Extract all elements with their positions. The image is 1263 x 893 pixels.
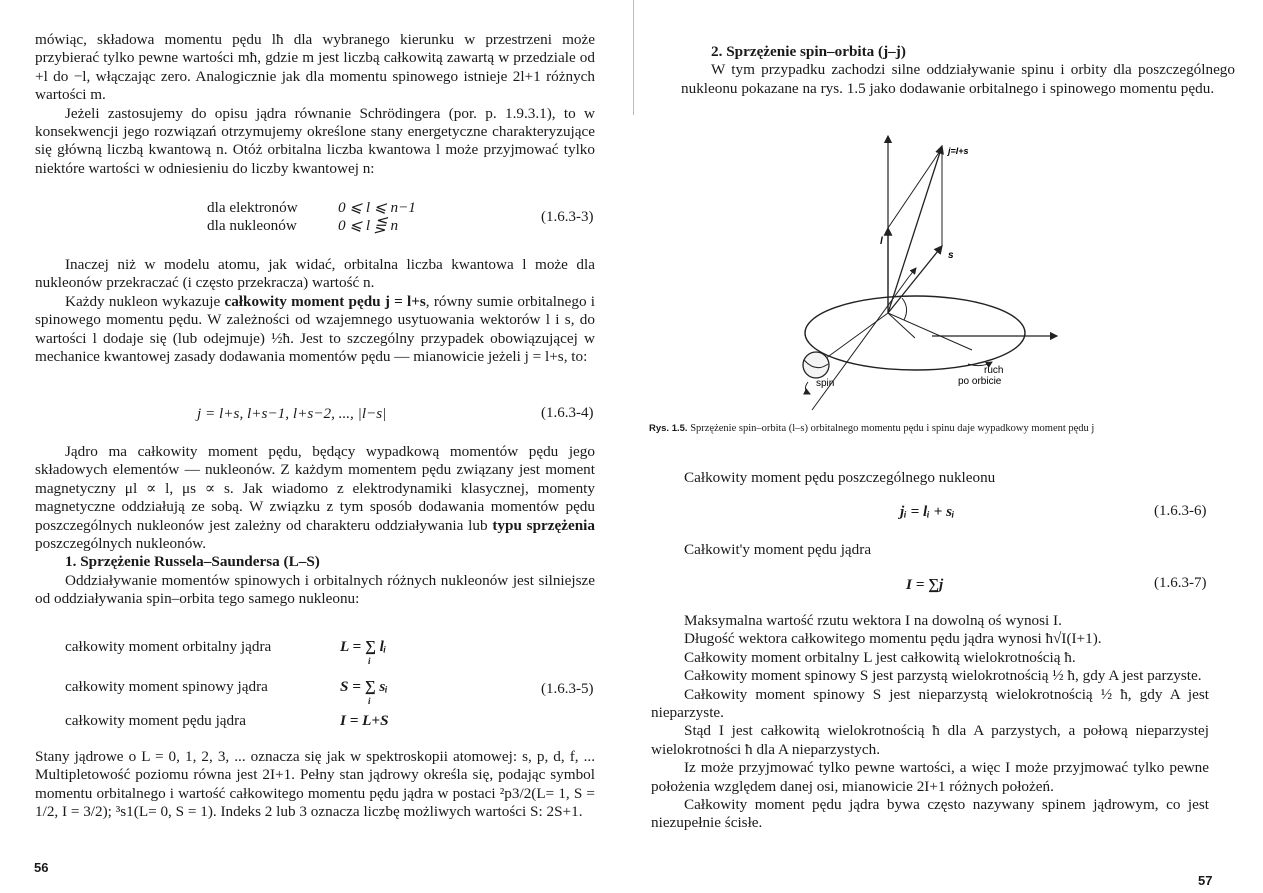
eq3-relation-electrons: 0 ⩽ l ⩽ n−1 xyxy=(338,199,416,216)
tilted-axis-line xyxy=(812,278,908,410)
para-5-bold: typu sprzężenia xyxy=(492,516,595,534)
spin-nucleon xyxy=(803,352,829,378)
eq5-sum-index-L: i xyxy=(368,656,371,666)
eq7-formula: I = ∑j xyxy=(906,576,944,593)
eq5-sum-index-S: i xyxy=(368,696,371,706)
vector-s xyxy=(888,246,942,313)
para-1: mówiąc, składowa momentu pędu lħ dla wybranego kierunku w przestrzeni może przybierać tylko pewne wartości mħ, gdzie m jest liczbą całkowitą zawartą w przedziale od +l do −l, włączając zero. Analogicznie jak dla momentu spinowego istnieje 2l+1 różnych wartości m. xyxy=(35,31,595,104)
figure-spin-orbit xyxy=(792,128,1062,418)
eq5-sum-L xyxy=(340,638,387,666)
caption-label: Rys. 1.5. xyxy=(649,423,688,434)
eq5-formula-S-text: S = ∑ sᵢ xyxy=(340,678,388,695)
para-6: Stany jądrowe o L = 0, 1, 2, 3, ... oznacza się jak w spektroskopii atomowej: s, p, d, f, ... Multipletowość poziomu równa jest 2I+1. Pełny stan jądrowy określa się, podając symbol momentu orbitalnego i wartość całkowitego momentu pędu jądra w postaci ²p3/2(L= 1, S = 1/2, I = 3/2); ³s1(L= 0, S = 1). Indeks 2 lub 3 oznacza liczbę możliwych wartości S: 2S+1. xyxy=(35,748,595,821)
figure-caption xyxy=(649,422,1094,435)
eq5-formula-S xyxy=(340,678,388,706)
item-1-title: 1. Sprzężenie Russela–Saundersa (L–S) xyxy=(65,553,320,571)
eq5-number: (1.6.3-5) xyxy=(541,681,594,697)
eq5-formula-L xyxy=(340,638,387,666)
line-nucleon-momentum: Całkowity moment pędu poszczególnego nukleonu xyxy=(684,469,996,486)
item-2-title: 2. Sprzężenie spin–orbita (j–j) xyxy=(711,43,906,60)
para-5 xyxy=(35,443,595,553)
right-page xyxy=(632,0,1263,893)
para-4-end: , równy sumie orbitalnego i spinowego momentu pędu. W zależności od wzajemnego usytuowania wektorów l i s, do wartości l dodaje się (lub odejmuje) ½ħ. Jest to szczególny przypadek obowiązującej w mechanice kwantowej zasady dodawania momentów pędu — mianowicie jeżeli j = l+s, to: xyxy=(35,292,595,366)
rule-5: Całkowity moment spinowy S jest nieparzystą wielokrotnością ½ ħ, gdy A jest nieparzyste. xyxy=(651,685,1209,722)
rule-2: Długość wektora całkowitego momentu pędu jądra wynosi ħ√I(I+1). xyxy=(684,630,1102,648)
eq3-number: (1.6.3-3) xyxy=(541,209,594,225)
eq3-label-nucleons: dla nukleonów xyxy=(207,217,297,234)
label-s: s xyxy=(948,250,954,261)
label-ruch: ruch xyxy=(984,365,1004,376)
page-number-right: 57 xyxy=(1198,873,1213,888)
para-5-start: Jądro ma całkowity moment pędu, będący wypadkową momentów pędu jego składowych elementów — nukleonów. Z każdym momentem pędu związany jest moment magnetyczny μl ∝ l, μs ∝ s. Jak wiadomo z elektrodynamiki klasycznej, momenty magnetyczne oddziałują ze sobą. W związku z tym sposób dodawania momentów pędu poszczególnych nukleonów jest zależny od charakteru oddziaływania lub xyxy=(35,443,595,534)
eq3-label-electrons: dla elektronów xyxy=(207,199,298,216)
rule-1: Maksymalna wartość rzutu wektora I na dowolną oś wynosi I. xyxy=(684,612,1062,629)
para-2: Jeżeli zastosujemy do opisu jądra równanie Schrödingera (por. p. 1.9.3.1), to w konsekwencji jego rozwiązań otrzymujemy określone stany energetyczne charakteryzujące się główną liczbą kwantową n. Otóż orbitalna liczba kwantowa l może przyjmować tylko niektóre wartości w odniesieniu do liczby kwantowej n: xyxy=(35,104,595,177)
para-4 xyxy=(35,293,595,367)
paragraph-total-momentum xyxy=(35,256,595,366)
eq4-formula: j = l+s, l+s−1, l+s−2, ..., |l−s| xyxy=(197,405,387,422)
rule-7: Iz może przyjmować tylko pewne wartości, a więc I może przyjmować tylko pewne położenia względem danej osi, mianowicie 2I+1 różnych położeń. xyxy=(651,759,1209,795)
angle-arc xyxy=(902,298,907,320)
paragraph-coupling xyxy=(35,443,595,609)
eq7-number: (1.6.3-7) xyxy=(1154,575,1207,591)
para-4-start: Każdy nukleon wykazuje xyxy=(65,292,225,310)
vector-j xyxy=(888,146,942,313)
eq5-label-orbital: całkowity moment orbitalny jądra xyxy=(65,638,272,655)
rule-3: Całkowity moment orbitalny L jest całkowitą wielokrotnością ħ. xyxy=(684,648,1076,666)
label-j: j=l+s xyxy=(948,146,969,156)
eq5-formula-I: I = L+S xyxy=(340,712,389,729)
vector-s-shifted xyxy=(888,148,942,228)
eq3-relation-nucleons: 0 ⩽ l ⋚ n xyxy=(338,217,399,234)
eq5-formula-L-text: L = ∑ lᵢ xyxy=(340,638,387,655)
eq6-formula: jᵢ = lᵢ + sᵢ xyxy=(900,503,955,520)
eq5-label-total: całkowity moment pędu jądra xyxy=(65,712,246,729)
page-number-left: 56 xyxy=(34,860,49,875)
rule-6: Stąd I jest całkowitą wielokrotnością ħ dla A parzystych, a połową nieparzystej wielokrotności ħ dla A nieparzystych. xyxy=(651,722,1209,758)
tilted-axis-upper xyxy=(908,268,916,278)
rules-list xyxy=(651,612,1209,833)
spin-arrow xyxy=(805,382,810,394)
line-nucleus-momentum: Całkowit'y moment pędu jądra xyxy=(684,541,872,558)
item-1-text: Oddziaływanie momentów spinowych i orbitalnych różnych nukleonów jest silniejsze od oddziaływania spin–orbita tego samego nukleonu: xyxy=(35,571,595,608)
caption-text: Sprzężenie spin–orbita (l–s) orbitalnego momentu pędu i spinu daje wypadkowy moment pędu j xyxy=(690,423,1095,434)
radius-line-2 xyxy=(888,313,972,350)
para-3: Inaczej niż w modelu atomu, jak widać, orbitalna liczba kwantowa l może dla nukleonów przekraczać (i często przekracza) wartość n. xyxy=(35,256,595,292)
para-4-bold: całkowity moment pędu j = l+s xyxy=(224,292,426,310)
eq4-number: (1.6.3-4) xyxy=(541,405,594,421)
paragraph-spin-orbit xyxy=(681,43,1235,98)
label-spin: spin xyxy=(816,378,835,389)
eq6-number: (1.6.3-6) xyxy=(1154,503,1207,519)
para-5-end: poszczególnych nukleonów. xyxy=(35,535,207,553)
paragraph-angular-momentum xyxy=(35,31,595,178)
label-l: l xyxy=(880,236,883,247)
rule-4: Całkowity moment spinowy S jest parzystą wielokrotnością ½ ħ, gdy A jest parzyste. xyxy=(684,667,1202,685)
radius-line-3 xyxy=(888,313,915,338)
rule-8: Całkowity moment pędu jądra bywa często nazywany spinem jądrowym, co jest niezupełnie ścisłe. xyxy=(651,796,1209,832)
item-2-text: W tym przypadku zachodzi silne oddziaływanie spinu i orbity dla poszczególnego nukleonu pokazane na rys. 1.5 jako dodawanie orbitalnego i spinowego momentu pędu. xyxy=(681,61,1235,97)
eq5-label-spin: całkowity moment spinowy jądra xyxy=(65,678,268,695)
radius-line-1 xyxy=(818,313,888,364)
label-orbit: po orbicie xyxy=(958,376,1002,387)
paragraph-nuclear-states xyxy=(35,748,595,822)
eq5-sum-S xyxy=(340,678,388,706)
orbit-ellipse xyxy=(805,296,1025,370)
